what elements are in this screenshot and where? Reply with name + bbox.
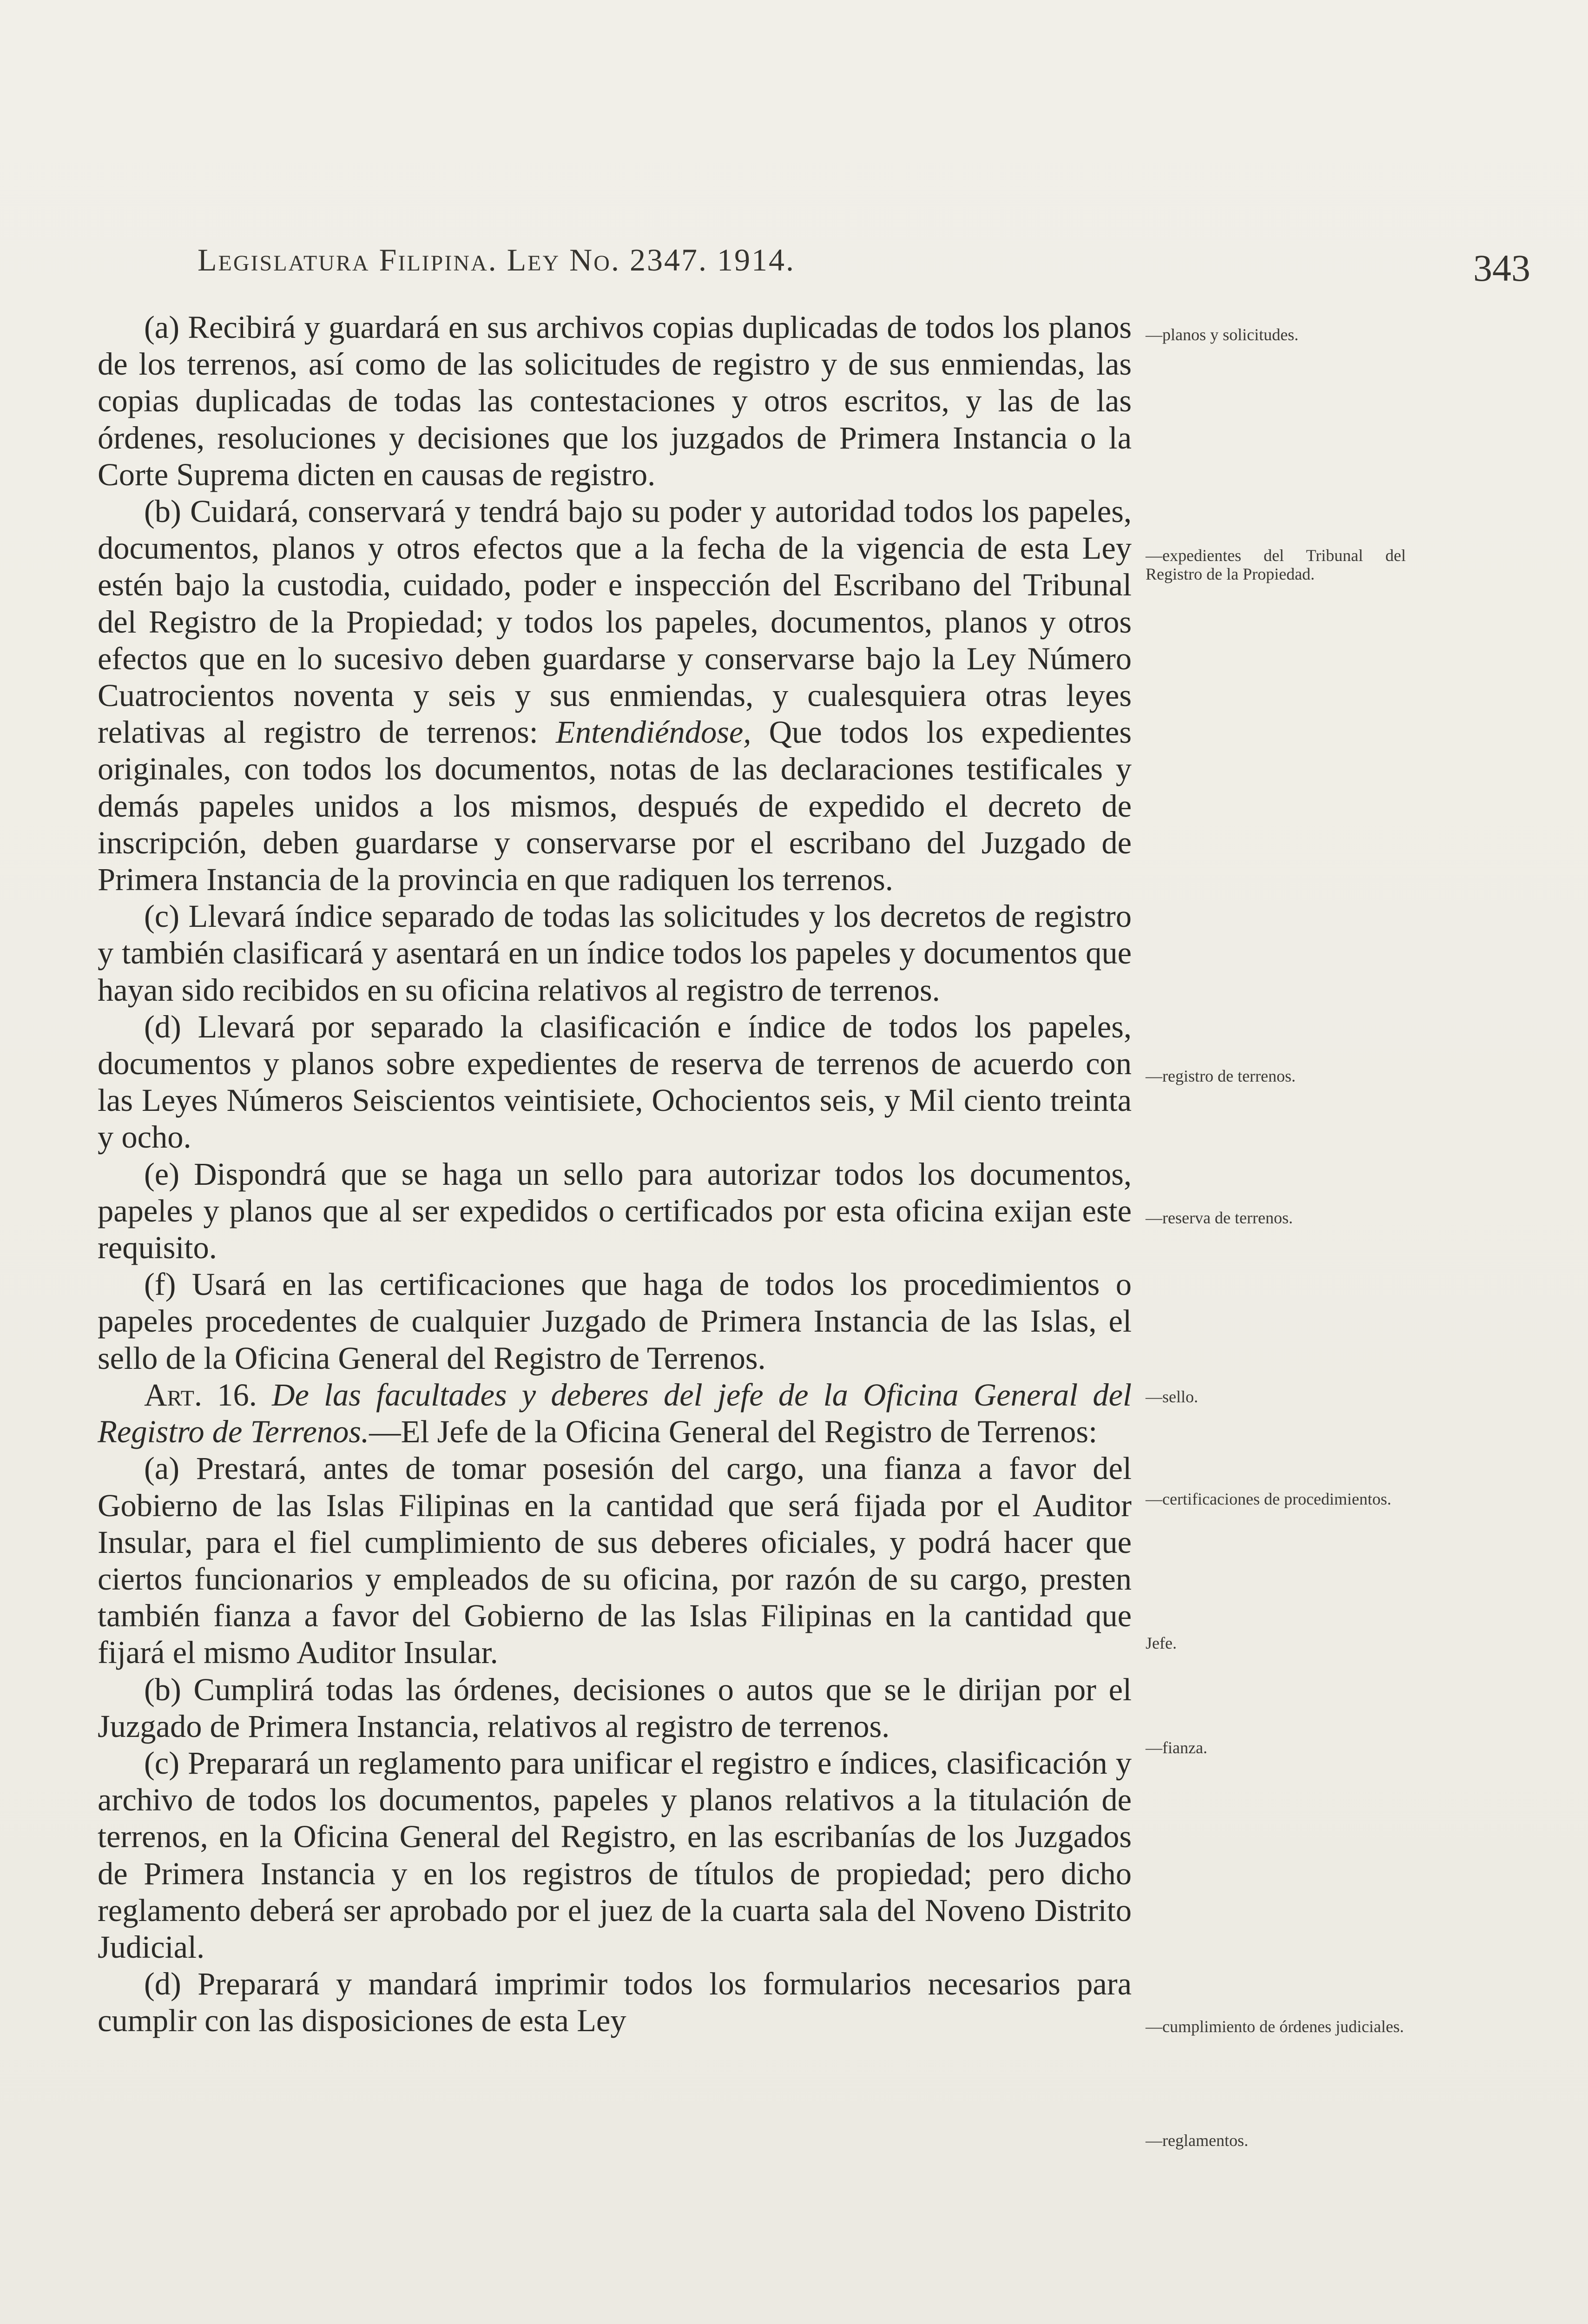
article-title: De las facultades y deberes del jefe de la Oficina General del Registro de Terrenos. [98, 1377, 1132, 1450]
paragraph-a-archivos: (a) Recibirá y guardará en sus archivos copias duplicadas de todos los planos de los terrenos, así como de las solicitudes de registro y de sus enmiendas, las copias duplicadas de todas las contestaciones y otros escritos, y las de las órdenes, resoluciones y decisiones que los juzgados de Primera Instancia o la Corte Suprema dicten en causas de registro. [98, 310, 1132, 492]
margin-note-registro: —registro de terrenos. [1146, 1067, 1296, 1085]
margin-note-jefe: Jefe. [1146, 1634, 1177, 1652]
margin-note-reglamentos: —reglamentos. [1146, 2131, 1248, 2150]
article-intro: —El Jefe de la Oficina General del Registro de Terrenos: [369, 1414, 1098, 1450]
paragraph-b-text-start: (b) Cuidará, conservará y tendrá bajo su poder y autoridad todos los papeles, documentos, planos y otros efectos que a la fecha de la vigencia de esta Ley estén bajo la custodia, cuidado, poder e inspección del Escribano del Tribunal del Registro de la Propiedad; y todos los papeles, documentos, planos y otros efectos que en lo sucesivo deben guardarse y conservarse bajo la Ley Número Cuatrocientos noventa y seis y sus enmiendas, y cualesquiera otras leyes relativas al registro de terrenos: [98, 494, 1132, 750]
margin-note-expedientes: —expedientes del Tribunal del Registro de la Propiedad. [1146, 546, 1406, 583]
paragraph-b-text-end: Que todos los expedientes originales, con todos los documentos, notas de las declaraciones testificales y demás papeles unidos a los mismos, después de expedido el decreto de inscripción, deben guardarse y conservarse por el escribano del Juzgado de Primera Instancia de la provincia en que radiquen los terrenos. [98, 714, 1132, 898]
article-16-heading [98, 1377, 1132, 1450]
paragraph-b-custodia [98, 493, 1132, 898]
article-label: Art. 16. [144, 1377, 257, 1413]
paragraph-c-reglamento: (c) Preparará un reglamento para unificar el registro e índices, clasificación y archivo de todos los documentos, papeles y planos relativos a la titulación de terrenos, en la Oficina General del Registro, en las escribanías de los Juzgados de Primera Instancia y en los registros de títulos de propiedad; pero dicho reglamento deberá ser aprobado por el juez de la cuarta sala del Noveno Distrito Judicial. [98, 1745, 1132, 1965]
paragraph-d-reserva: (d) Llevará por separado la clasificación e índice de todos los papeles, documentos y planos sobre expedientes de reserva de terrenos de acuerdo con las Leyes Números Seiscientos veintisiete, Ochocientos seis, y Mil ciento treinta y ocho. [98, 1009, 1132, 1155]
paragraph-b-italic: Entendiéndose, [555, 714, 751, 750]
paragraph-b-ordenes: (b) Cumplirá todas las órdenes, decisiones o autos que se le dirijan por el Juzgado de Primera Instancia, relativos al registro de terrenos. [98, 1671, 1132, 1744]
margin-note-sello: —sello. [1146, 1387, 1198, 1406]
margin-note-cumplimiento: —cumplimiento de órdenes judiciales. [1146, 2017, 1404, 2036]
paragraph-c-indice: (c) Llevará índice separado de todas las solicitudes y los decretos de registro y también clasificará y asentará en un índice todos los papeles y documentos que hayan sido recibidos en su oficina relativos al registro de terrenos. [98, 898, 1132, 1008]
paragraph-d-formularios: (d) Preparará y mandará imprimir todos los formularios necesarios para cumplir con las disposiciones de esta Ley [98, 1966, 1132, 2039]
running-header: Legislatura Filipina. Ley No. 2347. 1914. [198, 242, 795, 277]
paragraph-e-sello: (e) Dispondrá que se haga un sello para autorizar todos los documentos, papeles y planos que al ser expedidos o certificados por esta oficina exijan este requisito. [98, 1156, 1132, 1266]
main-text-column [98, 309, 1132, 2040]
margin-note-fianza: —fianza. [1146, 1738, 1207, 1757]
margin-note-planos: —planos y solicitudes. [1146, 325, 1298, 344]
paragraph-a-fianza: (a) Prestará, antes de tomar posesión del cargo, una fianza a favor del Gobierno de las Islas Filipinas en la cantidad que será fijada por el Auditor Insular, para el fiel cumplimiento de sus deberes oficiales, y podrá hacer que ciertos funcionarios y empleados de su oficina, por razón de su cargo, presten también fianza a favor del Gobierno de las Islas Filipinas en la cantidad que fijará el mismo Auditor Insular. [98, 1451, 1132, 1670]
margin-note-certificaciones: —certificaciones de procedimientos. [1146, 1490, 1391, 1508]
paragraph-f-certificaciones: (f) Usará en las certificaciones que haga de todos los procedimientos o papeles procedentes de cualquier Juzgado de Primera Instancia de las Islas, el sello de la Oficina General del Registro de Terrenos. [98, 1267, 1132, 1376]
margin-note-reserva: —reserva de terrenos. [1146, 1208, 1293, 1227]
page-number: 343 [1473, 247, 1530, 289]
